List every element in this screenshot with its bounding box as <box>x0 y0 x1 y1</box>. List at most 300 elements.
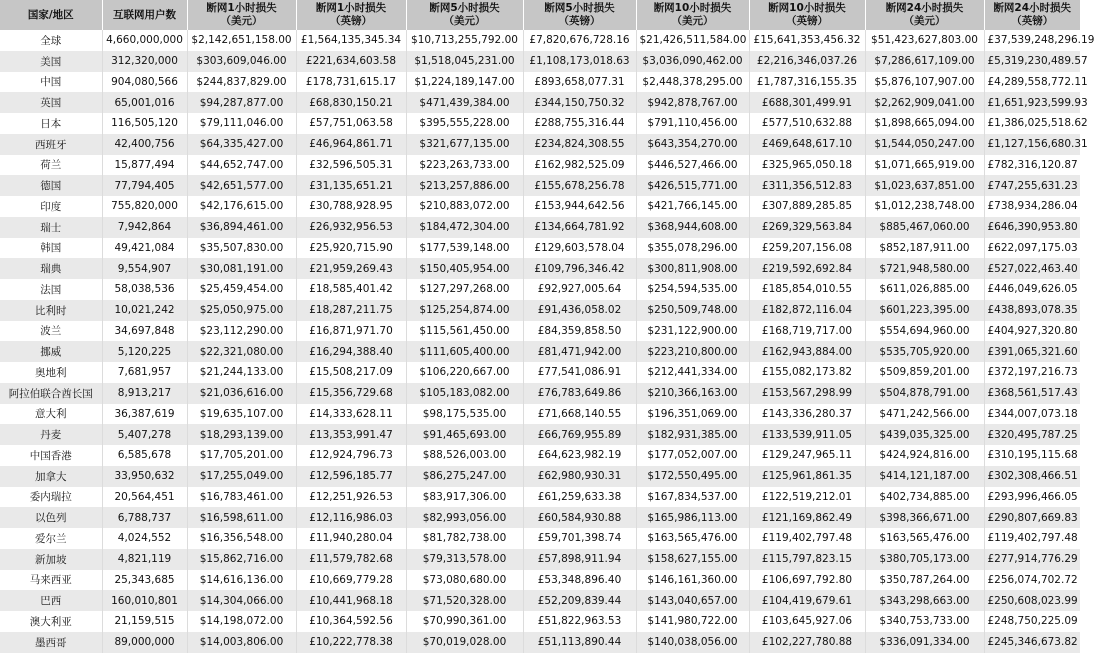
value-cell: $14,616,136.00 <box>187 570 296 591</box>
country-cell: 比利时 <box>0 300 102 321</box>
country-cell: 爱尔兰 <box>0 528 102 549</box>
value-cell: £92,927,005.64 <box>523 279 636 300</box>
value-cell: £250,608,023.99 <box>984 590 1080 611</box>
value-cell: £129,247,965.11 <box>749 445 865 466</box>
value-cell: £219,592,692.84 <box>749 258 865 279</box>
country-cell: 法国 <box>0 279 102 300</box>
table-row <box>0 383 1080 404</box>
value-cell: £12,596,185.77 <box>296 466 406 487</box>
table-row <box>0 217 1080 238</box>
value-cell: £30,788,928.95 <box>296 196 406 217</box>
value-cell: £66,769,955.89 <box>523 424 636 445</box>
value-cell: £125,961,861.35 <box>749 466 865 487</box>
value-cell: £121,169,862.49 <box>749 507 865 528</box>
column-header: 断网10小时损失 （美元） <box>636 0 749 30</box>
value-cell: $14,304,066.00 <box>187 590 296 611</box>
value-cell: £10,669,779.28 <box>296 570 406 591</box>
value-cell: £1,386,025,518.62 <box>984 113 1080 134</box>
value-cell: $71,520,328.00 <box>406 590 523 611</box>
column-header: 断网24小时损失 （美元） <box>865 0 984 30</box>
value-cell: £16,871,971.70 <box>296 321 406 342</box>
value-cell: 49,421,084 <box>102 238 187 259</box>
value-cell: £277,914,776.29 <box>984 549 1080 570</box>
value-cell: $213,257,886.00 <box>406 175 523 196</box>
column-header: 断网10小时损失 （英镑） <box>749 0 865 30</box>
value-cell: $421,766,145.00 <box>636 196 749 217</box>
value-cell: £115,797,823.15 <box>749 549 865 570</box>
country-cell: 瑞士 <box>0 217 102 238</box>
value-cell: £21,959,269.43 <box>296 258 406 279</box>
value-cell: £18,287,211.75 <box>296 300 406 321</box>
value-cell: $1,224,189,147.00 <box>406 72 523 93</box>
country-cell: 加拿大 <box>0 466 102 487</box>
table-row <box>0 570 1080 591</box>
value-cell: $942,878,767.00 <box>636 92 749 113</box>
value-cell: $16,598,611.00 <box>187 507 296 528</box>
value-cell: £320,495,787.25 <box>984 424 1080 445</box>
value-cell: £52,209,839.44 <box>523 590 636 611</box>
value-cell: $300,811,908.00 <box>636 258 749 279</box>
value-cell: $504,878,791.00 <box>865 383 984 404</box>
value-cell: $21,244,133.00 <box>187 362 296 383</box>
header-row <box>0 0 1080 30</box>
value-cell: $1,898,665,094.00 <box>865 113 984 134</box>
value-cell: 7,942,864 <box>102 217 187 238</box>
value-cell: £290,807,669.83 <box>984 507 1080 528</box>
value-cell: £259,207,156.08 <box>749 238 865 259</box>
value-cell: $395,555,228.00 <box>406 113 523 134</box>
value-cell: $16,356,548.00 <box>187 528 296 549</box>
value-cell: $177,539,148.00 <box>406 238 523 259</box>
value-cell: £51,113,890.44 <box>523 632 636 653</box>
value-cell: $336,091,334.00 <box>865 632 984 653</box>
value-cell: $146,161,360.00 <box>636 570 749 591</box>
country-cell: 全球 <box>0 30 102 51</box>
value-cell: £81,471,942.00 <box>523 341 636 362</box>
value-cell: $244,837,829.00 <box>187 72 296 93</box>
value-cell: £119,402,797.48 <box>749 528 865 549</box>
value-cell: $115,561,450.00 <box>406 321 523 342</box>
value-cell: £76,783,649.86 <box>523 383 636 404</box>
value-cell: £53,348,896.40 <box>523 570 636 591</box>
value-cell: £269,329,563.84 <box>749 217 865 238</box>
value-cell: 58,038,536 <box>102 279 187 300</box>
value-cell: $554,694,960.00 <box>865 321 984 342</box>
value-cell: £91,436,058.02 <box>523 300 636 321</box>
value-cell: £1,651,923,599.93 <box>984 92 1080 113</box>
value-cell: $14,003,806.00 <box>187 632 296 653</box>
table-row <box>0 487 1080 508</box>
value-cell: 9,554,907 <box>102 258 187 279</box>
table-row <box>0 155 1080 176</box>
value-cell: £84,359,858.50 <box>523 321 636 342</box>
table-row <box>0 549 1080 570</box>
value-cell: $111,605,400.00 <box>406 341 523 362</box>
value-cell: $88,526,003.00 <box>406 445 523 466</box>
value-cell: $424,924,816.00 <box>865 445 984 466</box>
value-cell: £64,623,982.19 <box>523 445 636 466</box>
country-cell: 德国 <box>0 175 102 196</box>
value-cell: $446,527,466.00 <box>636 155 749 176</box>
value-cell: £102,227,780.88 <box>749 632 865 653</box>
value-cell: 904,080,566 <box>102 72 187 93</box>
value-cell: $106,220,667.00 <box>406 362 523 383</box>
value-cell: $163,565,476.00 <box>636 528 749 549</box>
value-cell: $25,050,975.00 <box>187 300 296 321</box>
value-cell: $82,993,056.00 <box>406 507 523 528</box>
value-cell: $94,287,877.00 <box>187 92 296 113</box>
table-row <box>0 134 1080 155</box>
value-cell: 312,320,000 <box>102 51 187 72</box>
country-cell: 意大利 <box>0 404 102 425</box>
value-cell: £51,822,963.53 <box>523 611 636 632</box>
country-cell: 荷兰 <box>0 155 102 176</box>
value-cell: £10,222,778.38 <box>296 632 406 653</box>
value-cell: £622,097,175.03 <box>984 238 1080 259</box>
table-row <box>0 590 1080 611</box>
value-cell: £16,294,388.40 <box>296 341 406 362</box>
country-cell: 印度 <box>0 196 102 217</box>
column-header: 互联网用户数 <box>102 0 187 30</box>
value-cell: 116,505,120 <box>102 113 187 134</box>
value-cell: $3,036,090,462.00 <box>636 51 749 72</box>
value-cell: $42,176,615.00 <box>187 196 296 217</box>
value-cell: £2,216,346,037.26 <box>749 51 865 72</box>
value-cell: £1,108,173,018.63 <box>523 51 636 72</box>
value-cell: $21,036,616.00 <box>187 383 296 404</box>
table-row <box>0 92 1080 113</box>
value-cell: £527,022,463.40 <box>984 258 1080 279</box>
value-cell: £221,634,603.58 <box>296 51 406 72</box>
value-cell: 36,387,619 <box>102 404 187 425</box>
value-cell: $22,321,080.00 <box>187 341 296 362</box>
value-cell: $184,472,304.00 <box>406 217 523 238</box>
country-cell: 瑞典 <box>0 258 102 279</box>
value-cell: $70,019,028.00 <box>406 632 523 653</box>
value-cell: 7,681,957 <box>102 362 187 383</box>
value-cell: $163,565,476.00 <box>865 528 984 549</box>
value-cell: $21,426,511,584.00 <box>636 30 749 51</box>
value-cell: $17,705,201.00 <box>187 445 296 466</box>
value-cell: $19,635,107.00 <box>187 404 296 425</box>
value-cell: $91,465,693.00 <box>406 424 523 445</box>
country-cell: 墨西哥 <box>0 632 102 653</box>
table-row <box>0 528 1080 549</box>
value-cell: £15,508,217.09 <box>296 362 406 383</box>
value-cell: £168,719,717.00 <box>749 321 865 342</box>
value-cell: £10,364,592.56 <box>296 611 406 632</box>
value-cell: $17,255,049.00 <box>187 466 296 487</box>
value-cell: $81,782,738.00 <box>406 528 523 549</box>
value-cell: 65,001,016 <box>102 92 187 113</box>
value-cell: $1,012,238,748.00 <box>865 196 984 217</box>
value-cell: $196,351,069.00 <box>636 404 749 425</box>
value-cell: $380,705,173.00 <box>865 549 984 570</box>
value-cell: $140,038,056.00 <box>636 632 749 653</box>
value-cell: £37,539,248,296.19 <box>984 30 1080 51</box>
value-cell: £18,585,401.42 <box>296 279 406 300</box>
country-cell: 波兰 <box>0 321 102 342</box>
value-cell: $414,121,187.00 <box>865 466 984 487</box>
table-row <box>0 279 1080 300</box>
value-cell: $158,627,155.00 <box>636 549 749 570</box>
value-cell: $70,990,361.00 <box>406 611 523 632</box>
value-cell: 15,877,494 <box>102 155 187 176</box>
column-header: 断网1小时损失 （英镑） <box>296 0 406 30</box>
value-cell: $23,112,290.00 <box>187 321 296 342</box>
table-body <box>0 30 1094 653</box>
value-cell: $1,023,637,851.00 <box>865 175 984 196</box>
value-cell: 5,407,278 <box>102 424 187 445</box>
value-cell: £646,390,953.80 <box>984 217 1080 238</box>
value-cell: £109,796,346.42 <box>523 258 636 279</box>
value-cell: £12,116,986.03 <box>296 507 406 528</box>
value-cell: $223,210,800.00 <box>636 341 749 362</box>
value-cell: $355,078,296.00 <box>636 238 749 259</box>
country-cell: 以色列 <box>0 507 102 528</box>
value-cell: $141,980,722.00 <box>636 611 749 632</box>
value-cell: £4,289,558,772.11 <box>984 72 1080 93</box>
country-cell: 英国 <box>0 92 102 113</box>
value-cell: $42,651,577.00 <box>187 175 296 196</box>
value-cell: $721,948,580.00 <box>865 258 984 279</box>
country-cell: 委内瑞拉 <box>0 487 102 508</box>
value-cell: $368,944,608.00 <box>636 217 749 238</box>
value-cell: £311,356,512.83 <box>749 175 865 196</box>
table-row <box>0 632 1080 653</box>
value-cell: 10,021,242 <box>102 300 187 321</box>
value-cell: 77,794,405 <box>102 175 187 196</box>
table-row <box>0 341 1080 362</box>
value-cell: $35,507,830.00 <box>187 238 296 259</box>
value-cell: $254,594,535.00 <box>636 279 749 300</box>
value-cell: $350,787,264.00 <box>865 570 984 591</box>
country-cell: 巴西 <box>0 590 102 611</box>
value-cell: £344,007,073.18 <box>984 404 1080 425</box>
country-cell: 新加坡 <box>0 549 102 570</box>
value-cell: £153,944,642.56 <box>523 196 636 217</box>
value-cell: $509,859,201.00 <box>865 362 984 383</box>
value-cell: £11,579,782.68 <box>296 549 406 570</box>
country-cell: 挪威 <box>0 341 102 362</box>
value-cell: 4,660,000,000 <box>102 30 187 51</box>
table-row <box>0 238 1080 259</box>
value-cell: $150,405,954.00 <box>406 258 523 279</box>
value-cell: 6,788,737 <box>102 507 187 528</box>
value-cell: £1,127,156,680.31 <box>984 134 1080 155</box>
value-cell: £438,893,078.35 <box>984 300 1080 321</box>
table-row <box>0 445 1080 466</box>
value-cell: $643,354,270.00 <box>636 134 749 155</box>
value-cell: 21,159,515 <box>102 611 187 632</box>
value-cell: £782,316,120.87 <box>984 155 1080 176</box>
column-header: 断网5小时损失 （英镑） <box>523 0 636 30</box>
value-cell: $343,298,663.00 <box>865 590 984 611</box>
value-cell: $210,366,163.00 <box>636 383 749 404</box>
value-cell: $398,366,671.00 <box>865 507 984 528</box>
table-row <box>0 507 1080 528</box>
value-cell: $105,183,082.00 <box>406 383 523 404</box>
value-cell: $426,515,771.00 <box>636 175 749 196</box>
value-cell: £57,898,911.94 <box>523 549 636 570</box>
table-row <box>0 258 1080 279</box>
value-cell: $852,187,911.00 <box>865 238 984 259</box>
value-cell: £1,564,135,345.34 <box>296 30 406 51</box>
value-cell: $86,275,247.00 <box>406 466 523 487</box>
value-cell: $172,550,495.00 <box>636 466 749 487</box>
value-cell: 20,564,451 <box>102 487 187 508</box>
value-cell: £372,197,216.73 <box>984 362 1080 383</box>
table-row <box>0 72 1080 93</box>
value-cell: £129,603,578.04 <box>523 238 636 259</box>
value-cell: £5,319,230,489.57 <box>984 51 1080 72</box>
country-cell: 韩国 <box>0 238 102 259</box>
table-row <box>0 30 1080 51</box>
value-cell: £738,934,286.04 <box>984 196 1080 217</box>
value-cell: £14,333,628.11 <box>296 404 406 425</box>
value-cell: $79,111,046.00 <box>187 113 296 134</box>
country-cell: 澳大利亚 <box>0 611 102 632</box>
value-cell: $250,509,748.00 <box>636 300 749 321</box>
value-cell: £60,584,930.88 <box>523 507 636 528</box>
value-cell: £446,049,626.05 <box>984 279 1080 300</box>
column-header: 断网24小时损失 （英镑） <box>984 0 1080 30</box>
value-cell: £15,641,353,456.32 <box>749 30 865 51</box>
value-cell: 33,950,632 <box>102 466 187 487</box>
value-cell: $73,080,680.00 <box>406 570 523 591</box>
value-cell: 42,400,756 <box>102 134 187 155</box>
value-cell: £62,980,930.31 <box>523 466 636 487</box>
value-cell: £391,065,321.60 <box>984 341 1080 362</box>
value-cell: £153,567,298.99 <box>749 383 865 404</box>
country-cell: 中国 <box>0 72 102 93</box>
country-cell: 中国香港 <box>0 445 102 466</box>
country-cell: 日本 <box>0 113 102 134</box>
value-cell: £12,251,926.53 <box>296 487 406 508</box>
value-cell: 25,343,685 <box>102 570 187 591</box>
table-row <box>0 113 1080 134</box>
value-cell: $182,931,385.00 <box>636 424 749 445</box>
value-cell: £469,648,617.10 <box>749 134 865 155</box>
value-cell: £61,259,633.38 <box>523 487 636 508</box>
value-cell: 160,010,801 <box>102 590 187 611</box>
value-cell: $321,677,135.00 <box>406 134 523 155</box>
value-cell: £155,678,256.78 <box>523 175 636 196</box>
value-cell: £12,924,796.73 <box>296 445 406 466</box>
value-cell: $44,652,747.00 <box>187 155 296 176</box>
value-cell: $885,467,060.00 <box>865 217 984 238</box>
value-cell: 4,821,119 <box>102 549 187 570</box>
country-cell: 马来西亚 <box>0 570 102 591</box>
value-cell: $165,986,113.00 <box>636 507 749 528</box>
value-cell: 8,913,217 <box>102 383 187 404</box>
value-cell: £106,697,792.80 <box>749 570 865 591</box>
column-header: 断网5小时损失 （美元） <box>406 0 523 30</box>
table-row <box>0 196 1080 217</box>
value-cell: £302,308,466.51 <box>984 466 1080 487</box>
value-cell: $1,071,665,919.00 <box>865 155 984 176</box>
value-cell: £26,932,956.53 <box>296 217 406 238</box>
value-cell: £310,195,115.68 <box>984 445 1080 466</box>
value-cell: $210,883,072.00 <box>406 196 523 217</box>
value-cell: £122,519,212.01 <box>749 487 865 508</box>
value-cell: $51,423,627,803.00 <box>865 30 984 51</box>
value-cell: £13,353,991.47 <box>296 424 406 445</box>
value-cell: $1,544,050,247.00 <box>865 134 984 155</box>
value-cell: $402,734,885.00 <box>865 487 984 508</box>
value-cell: 755,820,000 <box>102 196 187 217</box>
value-cell: $83,917,306.00 <box>406 487 523 508</box>
value-cell: £1,787,316,155.35 <box>749 72 865 93</box>
value-cell: £119,402,797.48 <box>984 528 1080 549</box>
country-cell: 美国 <box>0 51 102 72</box>
value-cell: $64,335,427.00 <box>187 134 296 155</box>
table-row <box>0 175 1080 196</box>
value-cell: £46,964,861.71 <box>296 134 406 155</box>
value-cell: £688,301,499.91 <box>749 92 865 113</box>
value-cell: $10,713,255,792.00 <box>406 30 523 51</box>
table-row <box>0 611 1080 632</box>
value-cell: 5,120,225 <box>102 341 187 362</box>
value-cell: $14,198,072.00 <box>187 611 296 632</box>
value-cell: $2,142,651,158.00 <box>187 30 296 51</box>
value-cell: £15,356,729.68 <box>296 383 406 404</box>
value-cell: £32,596,505.31 <box>296 155 406 176</box>
table-row <box>0 424 1080 445</box>
value-cell: £77,541,086.91 <box>523 362 636 383</box>
table-row <box>0 466 1080 487</box>
value-cell: £155,082,173.82 <box>749 362 865 383</box>
value-cell: $177,052,007.00 <box>636 445 749 466</box>
value-cell: $223,263,733.00 <box>406 155 523 176</box>
value-cell: $5,876,107,907.00 <box>865 72 984 93</box>
value-cell: £57,751,063.58 <box>296 113 406 134</box>
value-cell: $231,122,900.00 <box>636 321 749 342</box>
value-cell: $127,297,268.00 <box>406 279 523 300</box>
value-cell: £288,755,316.44 <box>523 113 636 134</box>
value-cell: £162,982,525.09 <box>523 155 636 176</box>
value-cell: £747,255,631.23 <box>984 175 1080 196</box>
value-cell: £577,510,632.88 <box>749 113 865 134</box>
value-cell: £68,830,150.21 <box>296 92 406 113</box>
value-cell: £7,820,676,728.16 <box>523 30 636 51</box>
value-cell: £182,872,116.04 <box>749 300 865 321</box>
value-cell: £11,940,280.04 <box>296 528 406 549</box>
value-cell: £404,927,320.80 <box>984 321 1080 342</box>
value-cell: £178,731,615.17 <box>296 72 406 93</box>
table-row <box>0 51 1080 72</box>
value-cell: $79,313,578.00 <box>406 549 523 570</box>
value-cell: $2,448,378,295.00 <box>636 72 749 93</box>
value-cell: £71,668,140.55 <box>523 404 636 425</box>
value-cell: £368,561,517.43 <box>984 383 1080 404</box>
value-cell: £293,996,466.05 <box>984 487 1080 508</box>
value-cell: $125,254,874.00 <box>406 300 523 321</box>
value-cell: £245,346,673.82 <box>984 632 1080 653</box>
value-cell: £256,074,702.72 <box>984 570 1080 591</box>
value-cell: 34,697,848 <box>102 321 187 342</box>
value-cell: £325,965,050.18 <box>749 155 865 176</box>
value-cell: £10,441,968.18 <box>296 590 406 611</box>
value-cell: 89,000,000 <box>102 632 187 653</box>
country-cell: 阿拉伯联合酋长国 <box>0 383 102 404</box>
value-cell: £104,419,679.61 <box>749 590 865 611</box>
country-cell: 奥地利 <box>0 362 102 383</box>
value-cell: £248,750,225.09 <box>984 611 1080 632</box>
value-cell: £59,701,398.74 <box>523 528 636 549</box>
value-cell: $143,040,657.00 <box>636 590 749 611</box>
table-row <box>0 362 1080 383</box>
